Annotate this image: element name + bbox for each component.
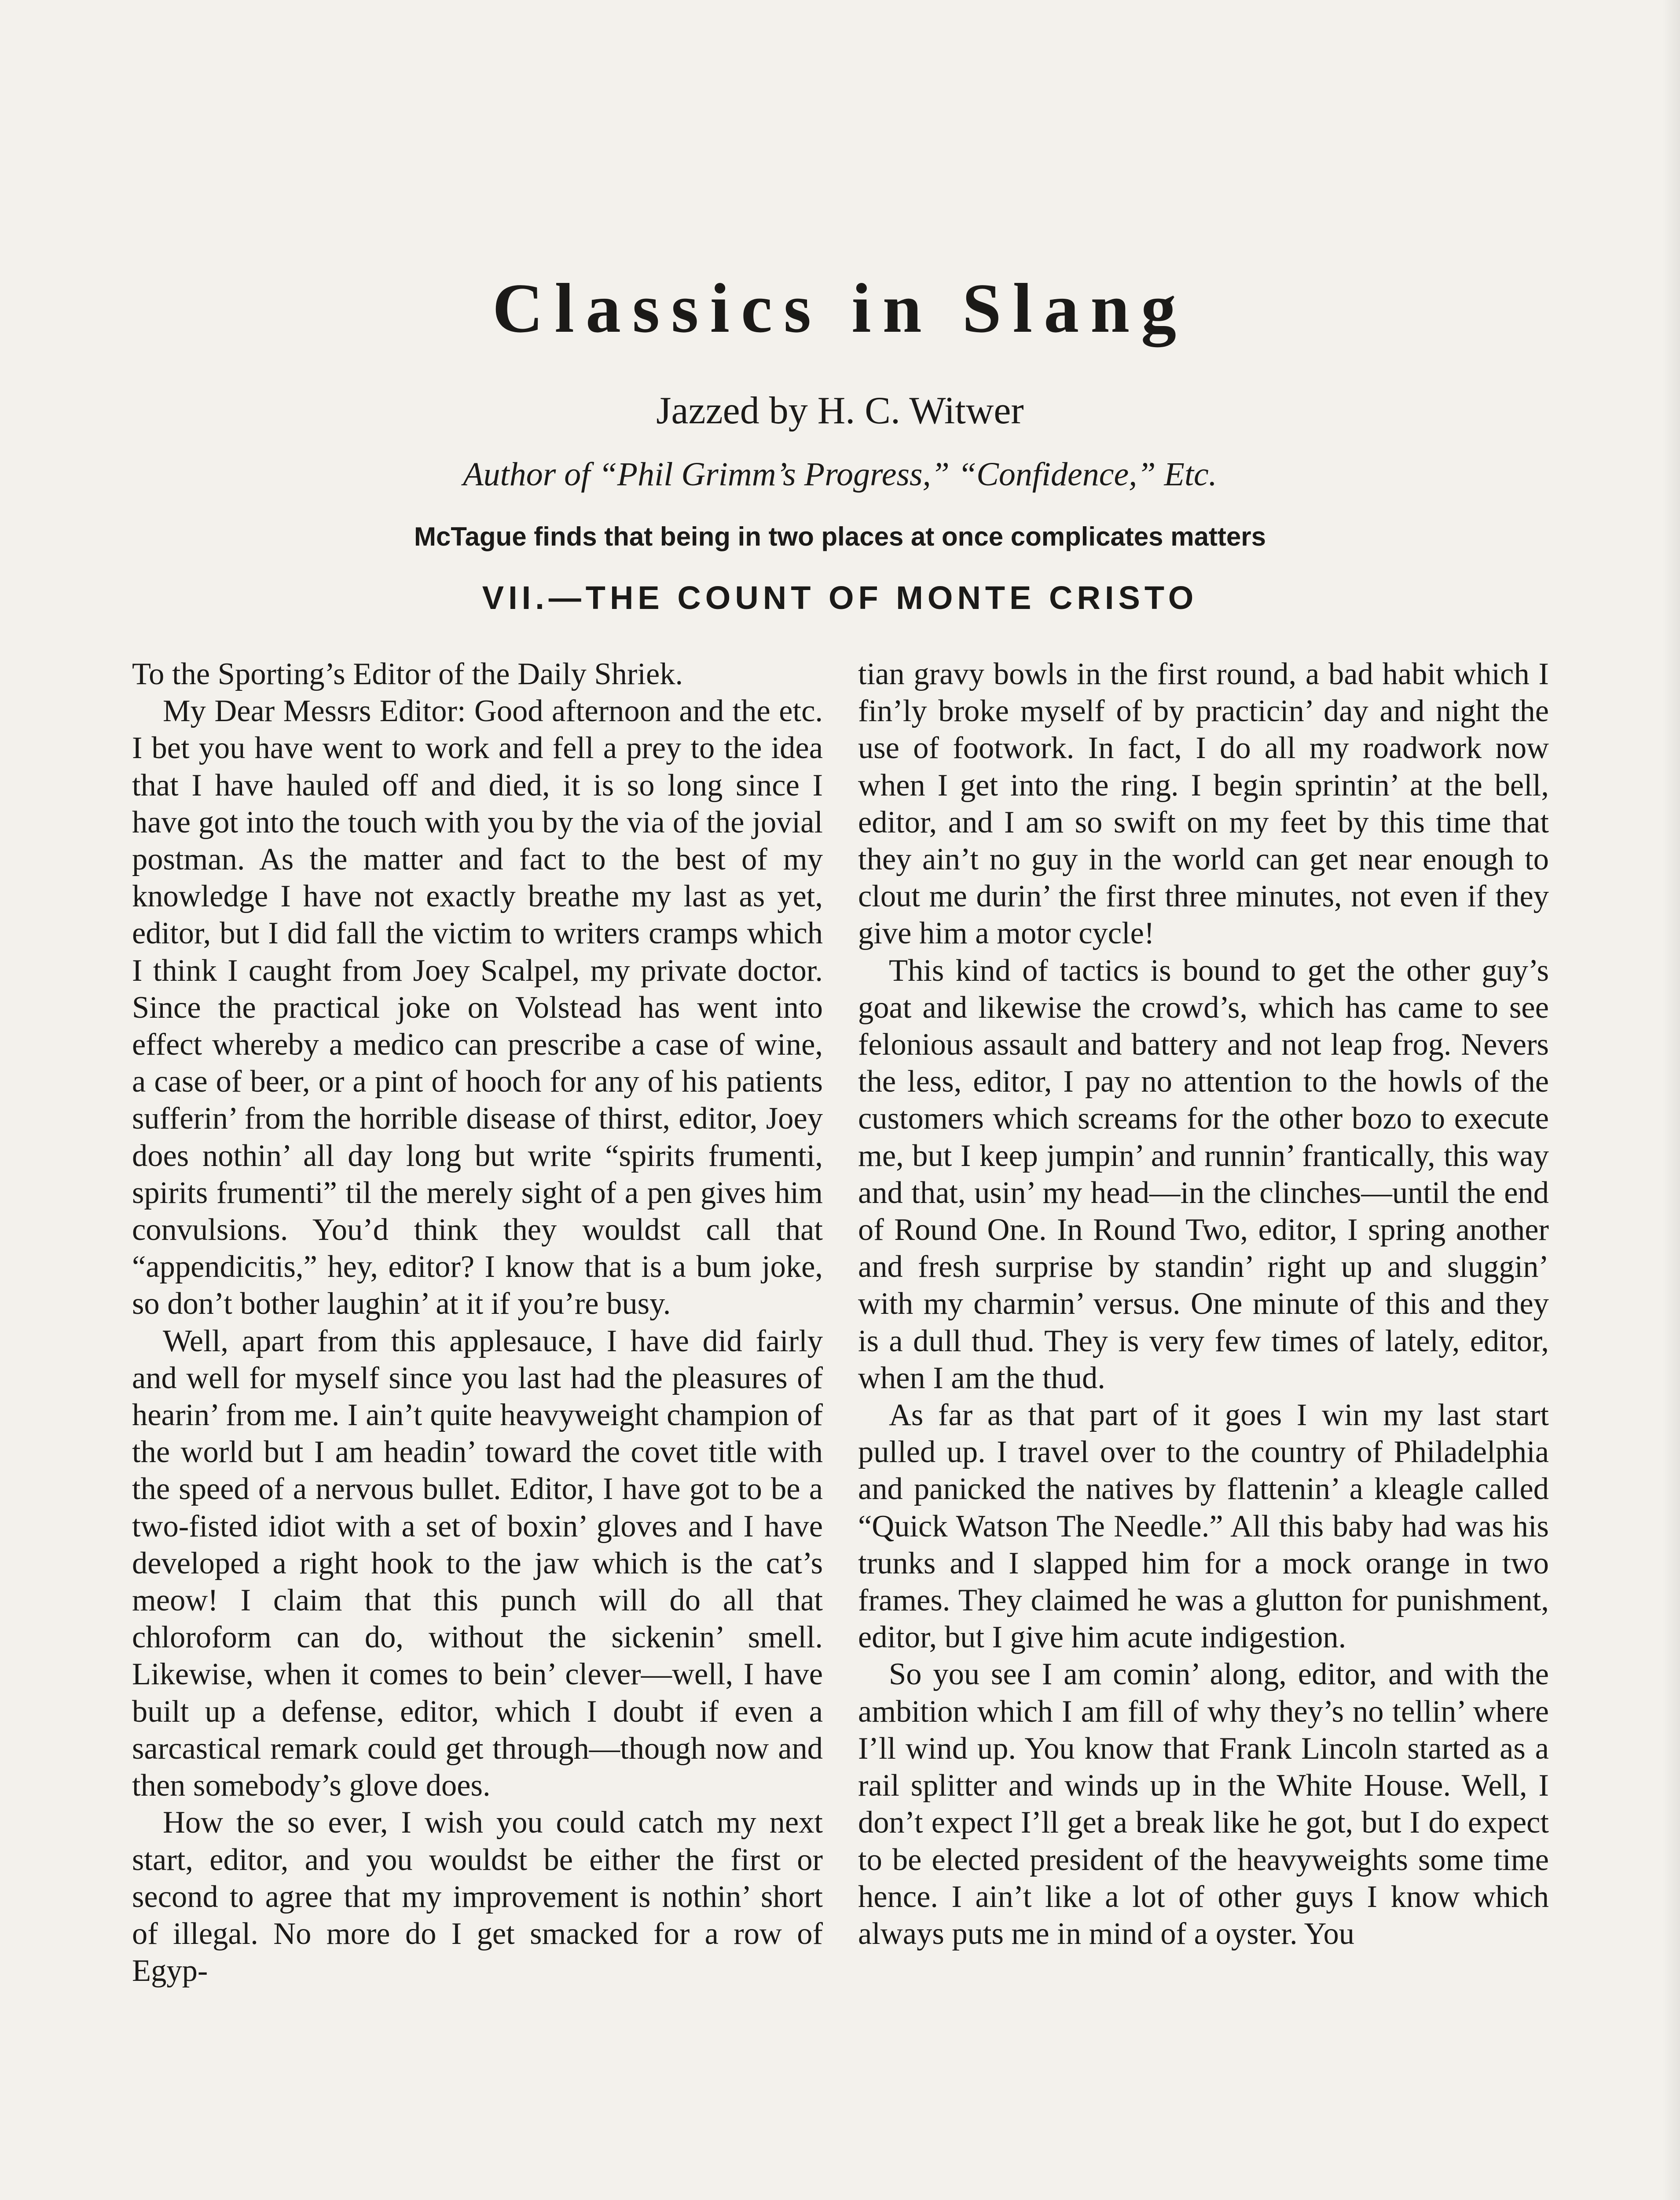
author-credit: Author of “Phil Grimm’s Progress,” “Confidence,” Etc. <box>463 456 1217 493</box>
teaser-line: McTague finds that being in two places at once complicates matters <box>414 522 1266 551</box>
paragraph: tian gravy bowls in the first round, a bad habit which I fin’ly broke myself of by practicin’ day and night the use of footwork. In fact, I do all my roadwork now when I get into the ring. I begin sprintin’ at the bell, editor, and I am so swift on my feet by this time that they ain’t no guy in the world can get near enough to clout me durin’ the first three minutes, not even if they give him a motor cycle! <box>858 657 1549 951</box>
chapter-heading: VII.—THE COUNT OF MONTE CRISTO <box>482 579 1198 616</box>
paragraph: My Dear Messrs Editor: Good afternoon and the etc. I bet you have went to work and fell a prey to the idea that I have hauled off and died, it is so long since I have got into the touch with you by the via of the jovial postman. As the matter and fact to the best of my knowledge I have not exactly breathe my last as yet, editor, but I did fall the victim to writers cramps which I think I caught from Joey Scalpel, my private doctor. Since the practical joke on Volstead has went into effect whereby a medico can prescribe a case of wine, a case of beer, or a pint of hooch for any of his patients sufferin’ from the horrible disease of thirst, editor, Joey does nothin’ all day long but write “spirits frumenti, spirits frumenti” til the merely sight of a pen gives him convulsions. You’d think they wouldst call that “appendicitis,” hey, editor? I know that is a bum joke, so don’t bother laughin’ at it if you’re busy. <box>132 694 823 1321</box>
left-column <box>132 656 823 1989</box>
paragraph: So you see I am comin’ along, editor, and with the ambition which I am fill of why they’s no tellin’ where I’ll wind up. You know that Frank Lincoln started as a rail splitter and winds up in the White House. Well, I don’t expect I’ll get a break like he got, but I do expect to be elected president of the heavyweights some time hence. I ain’t like a lot of other guys I know which always puts me in mind of a oyster. You <box>858 1657 1549 1951</box>
article-title: Classics in Slang <box>492 269 1188 347</box>
paragraph: To the Sporting’s Editor of the Daily Shriek. <box>132 657 683 691</box>
paragraph: Well, apart from this applesauce, I have did fairly and well for myself since you last had the pleasures of hearin’ from me. I ain’t quite heavyweight champion of the world but I am headin’ toward the covet title with the speed of a nervous bullet. Editor, I have got to be a two-fisted idiot with a set of boxin’ gloves and I have developed a right hook to the jaw which is the cat’s meow! I claim that this punch will do all that chloroform can do, without the sickenin’ smell. Likewise, when it comes to bein’ clever—well, I have built up a defense, editor, which I doubt if even a sarcastical remark could get through—though now and then somebody’s glove does. <box>132 1324 823 1803</box>
paragraph: As far as that part of it goes I win my last start pulled up. I travel over to the country of Philadelphia and panicked the natives by flattenin’ a kleagle called “Quick Watson The Needle.” All this baby had was his trunks and I slapped him for a mock orange in two frames. They claimed he was a glutton for punishment, editor, but I give him acute indigestion. <box>858 1398 1549 1655</box>
paragraph: How the so ever, I wish you could catch my next start, editor, and you wouldst be either the first or second to agree that my improvement is nothin’ short of illegal. No more do I get smacked for a row of Egyp- <box>132 1805 823 1988</box>
byline: Jazzed by H. C. Witwer <box>656 389 1024 432</box>
page-edge-shadow <box>1662 0 1680 2200</box>
paragraph: This kind of tactics is bound to get the other guy’s goat and likewise the crowd’s, which has came to see felonious assault and battery and not leap frog. Nevers the less, editor, I pay no attention to the howls of the customers which screams for the other bozo to execute me, but I keep jumpin’ and runnin’ frantically, this way and that, usin’ my head—in the clinches—until the end of Round One. In Round Two, editor, I spring another and fresh surprise by standin’ right up and sluggin’ with my charmin’ versus. One minute of this and they is a dull thud. They is very few times of lately, editor, when I am the thud. <box>858 953 1549 1395</box>
right-column <box>858 656 1549 1952</box>
